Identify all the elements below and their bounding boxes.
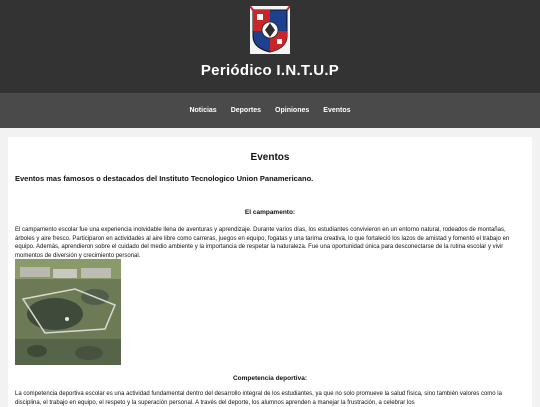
site-title: Periódico I.N.T.U.P [200, 62, 340, 79]
section-text-campamento: El campamento escolar fue una experiencia inolvidable llena de aventuras y aprendizaje. Durante varios días, los estudiantes convivieron en un entorno natural, rodeados de montañas, árboles y aire fresco. Participaron en actividades al aire libre como carreras, juegos en equipo, fogatas y una tarima creativa, lo que fortaleció los lazos de amistad y fomentó el trabajo en equipo. Además, aprendieron sobre el cuidado del medio ambiente y la importancia de respetar la naturaleza. Fue una oportunidad única para desconectarse de la rutina escolar y vivir momentos de diversión y crecimiento personal. [15, 227, 510, 259]
section-text-competencia: La competencia deportiva escolar es una actividad fundamental dentro del desarrollo integral de los estudiantes, ya que no solo promueve la salud física, sino también valores como la disciplina, el trabajo en equipo, el respeto y la superación personal. A través del deporte, los alumnos aprenden a manejar la frustración, a celebrar los [15, 391, 502, 406]
content-panel [8, 137, 532, 407]
site-header [0, 0, 540, 93]
main-nav [0, 93, 540, 128]
nav-item-noticias[interactable]: Noticias [189, 107, 217, 114]
school-crest-icon[interactable] [250, 6, 290, 54]
section-heading-competencia: Competencia deportiva: [232, 375, 308, 382]
nav-item-opiniones[interactable]: Opiniones [275, 107, 310, 114]
page-subtitle: Eventos mas famosos o destacados del Instituto Tecnologico Union Panamericano. [15, 174, 314, 183]
page-title: Eventos [250, 152, 290, 163]
nav-item-deportes[interactable]: Deportes [230, 107, 262, 114]
nav-item-eventos[interactable]: Eventos [323, 107, 351, 114]
campamento-photo [15, 259, 121, 365]
section-heading-campamento: El campamento: [244, 209, 296, 216]
